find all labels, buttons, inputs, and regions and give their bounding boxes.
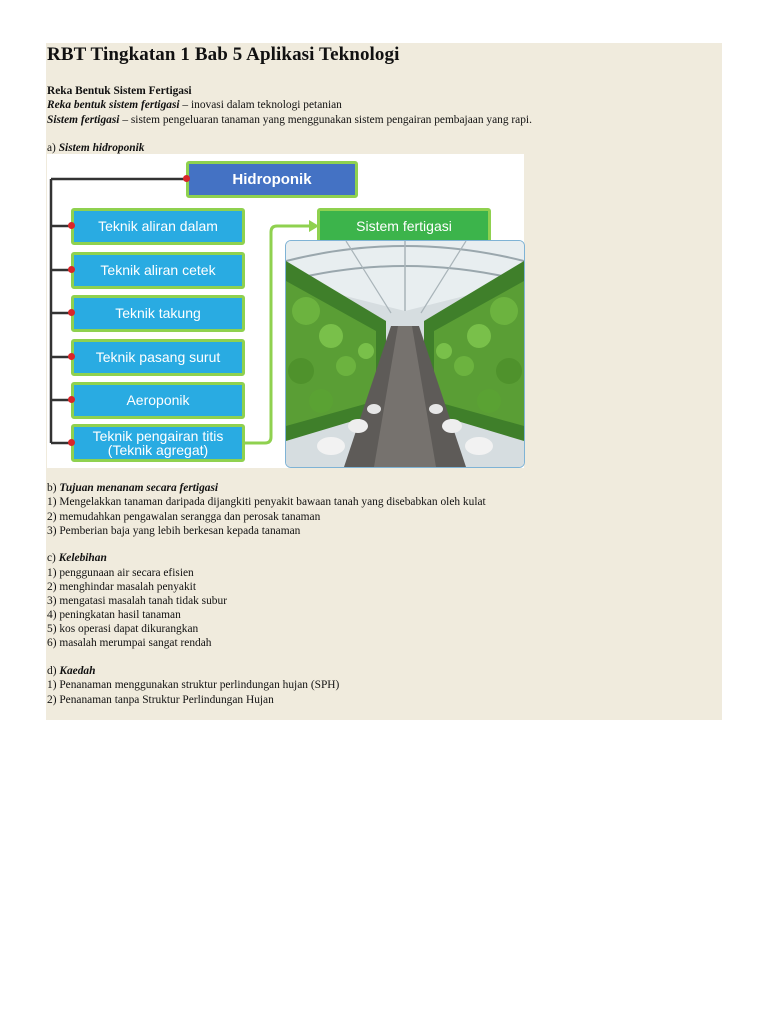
technique-box: Teknik pasang surut [71, 339, 245, 376]
connector-dot [68, 439, 75, 446]
technique-box: Teknik aliran dalam [71, 208, 245, 245]
technique-box: Teknik takung [71, 295, 245, 332]
definition-line [47, 98, 342, 112]
definition-text: – inovasi dalam teknologi petanian [179, 99, 342, 111]
hydroponic-diagram [47, 154, 524, 468]
technique-box: Aeroponik [71, 382, 245, 419]
greenhouse-photo [285, 240, 525, 468]
connector-dot [68, 396, 75, 403]
definition-term: Reka bentuk sistem fertigasi [47, 99, 180, 111]
list-item: 2) Penanaman tanpa Struktur Perlindungan Hujan [47, 694, 274, 706]
part-c-heading [47, 551, 107, 565]
connector-dot [68, 309, 75, 316]
part-prefix: d) [47, 665, 60, 677]
definition-text: – sistem pengeluaran tanaman yang menggunakan sistem pengairan pembajaan yang rapi. [119, 114, 532, 126]
list-item: 1) Mengelakkan tanaman daripada dijangkiti penyakit bawaan tanah yang disebabkan oleh kulat [47, 496, 486, 508]
list-item: 4) peningkatan hasil tanaman [47, 609, 181, 621]
part-prefix: b) [47, 482, 60, 494]
part-title: Kaedah [59, 665, 96, 677]
part-b-heading [47, 481, 218, 495]
list-item: 1) Penanaman menggunakan struktur perlindungan hujan (SPH) [47, 679, 340, 691]
part-title: Sistem hidroponik [58, 142, 145, 154]
list-item: 3) mengatasi masalah tanah tidak subur [47, 595, 227, 607]
part-title: Tujuan menanam secara fertigasi [59, 482, 219, 494]
list-item: 2) memudahkan pengawalan serangga dan perosak tanaman [47, 511, 321, 523]
list-item: 5) kos operasi dapat dikurangkan [47, 623, 199, 635]
connector-dot [183, 175, 190, 182]
list-item: 6) masalah merumpai sangat rendah [47, 637, 212, 649]
part-a-heading [47, 141, 144, 155]
part-d-heading [47, 664, 95, 678]
list-item: 2) menghindar masalah penyakit [47, 581, 196, 593]
page-title: RBT Tingkatan 1 Bab 5 Aplikasi Teknologi [47, 44, 400, 65]
connector-dot [68, 222, 75, 229]
list-item: 1) penggunaan air secara efisien [47, 567, 194, 579]
definition-line [47, 113, 532, 127]
definition-term: Sistem fertigasi [47, 114, 120, 126]
connector-dot [68, 353, 75, 360]
part-title: Kelebihan [58, 552, 107, 564]
hidroponik-box: Hidroponik [186, 161, 358, 198]
sistem-fertigasi-box: Sistem fertigasi [317, 208, 491, 245]
part-prefix: a) [47, 142, 59, 154]
connector-dot [68, 266, 75, 273]
part-prefix: c) [47, 552, 59, 564]
list-item: 3) Pemberian baja yang lebih berkesan kepada tanaman [47, 525, 301, 537]
technique-box: Teknik pengairan titis (Teknik agregat) [71, 424, 245, 462]
technique-box: Teknik aliran cetek [71, 252, 245, 289]
section-heading: Reka Bentuk Sistem Fertigasi [47, 85, 192, 97]
